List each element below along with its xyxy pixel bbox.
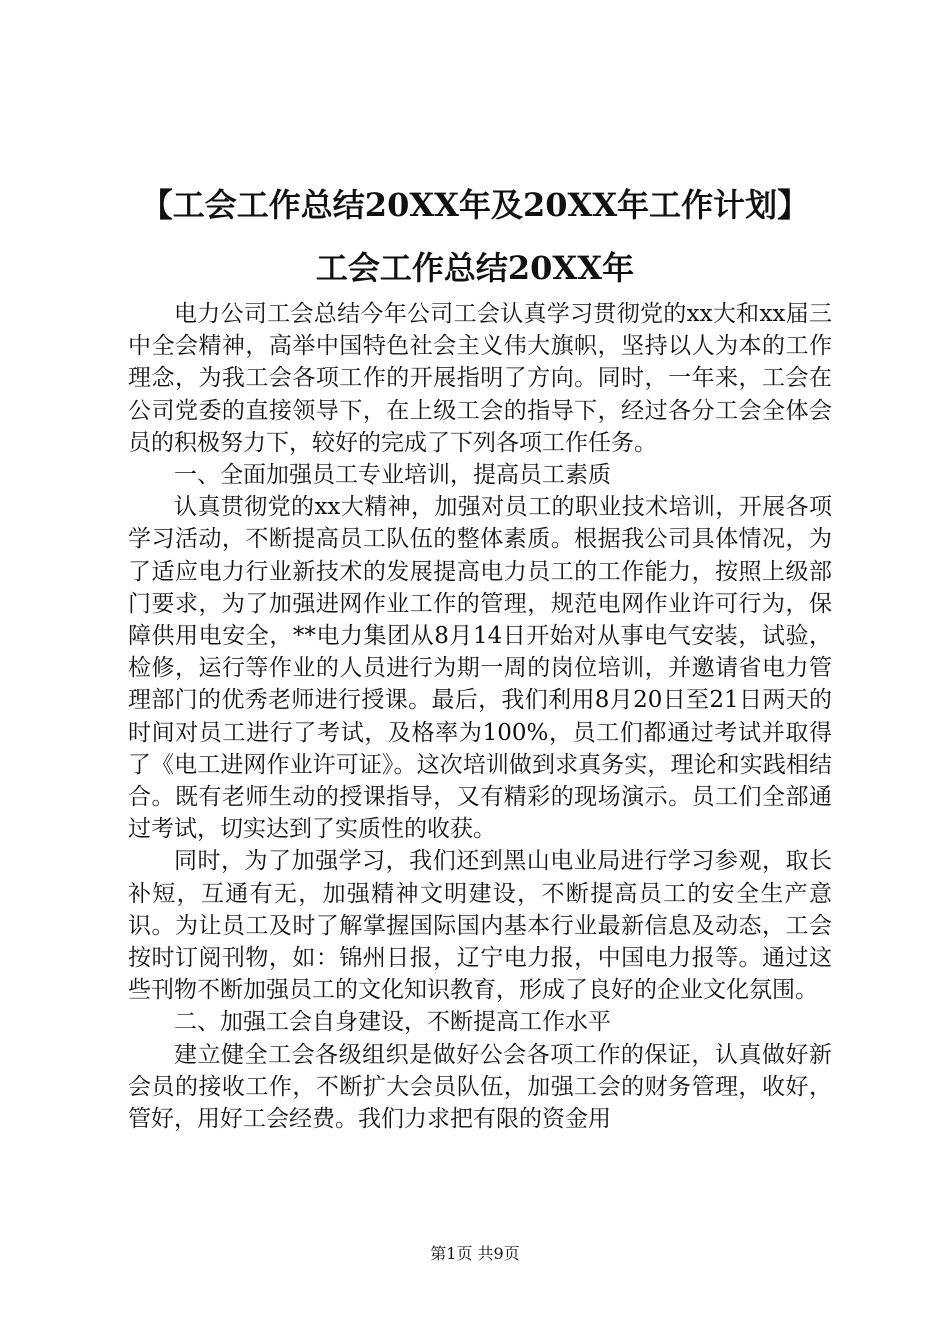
document-title: 【工会工作总结20XX年及20XX年工作计划】 [140,186,810,224]
paragraph-study: 同时，为了加强学习，我们还到黑山电业局进行学习参观，取长补短，互通有无，加强精神文明建设，不断提高员工的安全生产意识。为让员工及时了解掌握国际国内基本行业最新信息及动态，工会按时订阅刊物，如：锦州日报，辽宁电力报，中国电力报等。通过这些刊物不断加强员工的文化知识教育，形成了良好的企业文化氛围。 [128,848,832,1004]
section-heading-2: 二、加强工会自身建设，不断提高工作水平 [174,1009,611,1036]
paragraph-training: 认真贯彻党的xx大精神，加强对员工的职业技术培训，开展各项学习活动，不断提高员工队伍的整体素质。根据我公司具体情况，为了适应电力行业新技术的发展提高电力员工的工作能力，按照上级部门要求，为了加强进网作业工作的管理，规范电网作业许可行为，保障供用电安全，**电力集团从8月14日开始对从事电气安装，试验，检修，运行等作业的人员进行为期一周的岗位培训，并邀请省电力管理部门的优秀老师进行授课。最后，我们利用8月20日至21日两天的时间对员工进行了考试，及格率为100%，员工们都通过考试并取得了《电工进网作业许可证》。这次培训做到求真务实，理论和实践相结合。既有老师生动的授课指导，又有精彩的现场演示。员工们全部通过考试，切实达到了实质性的收获。 [128,494,832,843]
page-footer: 第1页 共9页 [430,1244,520,1263]
section-heading-1: 一、全面加强员工专业培训，提高员工素质 [174,462,611,489]
paragraph-organization: 建立健全工会各级组织是做好公会各项工作的保证，认真做好新会员的接收工作，不断扩大会员队伍，加强工会的财务管理，收好，管好，用好工会经费。我们力求把有限的资金用 [128,1041,832,1133]
document-subtitle: 工会工作总结20XX年 [315,249,635,287]
document-body [128,298,832,1135]
paragraph-intro: 电力公司工会总结今年公司工会认真学习贯彻党的xx大和xx届三中全会精神，高举中国特色社会主义伟大旗帜，坚持以人为本的工作理念，为我工会各项工作的开展指明了方向。同时，一年来，工会在公司党委的直接领导下，在上级工会的指导下，经过各分工会全体会员的积极努力下，较好的完成了下列各项工作任务。 [128,301,832,456]
